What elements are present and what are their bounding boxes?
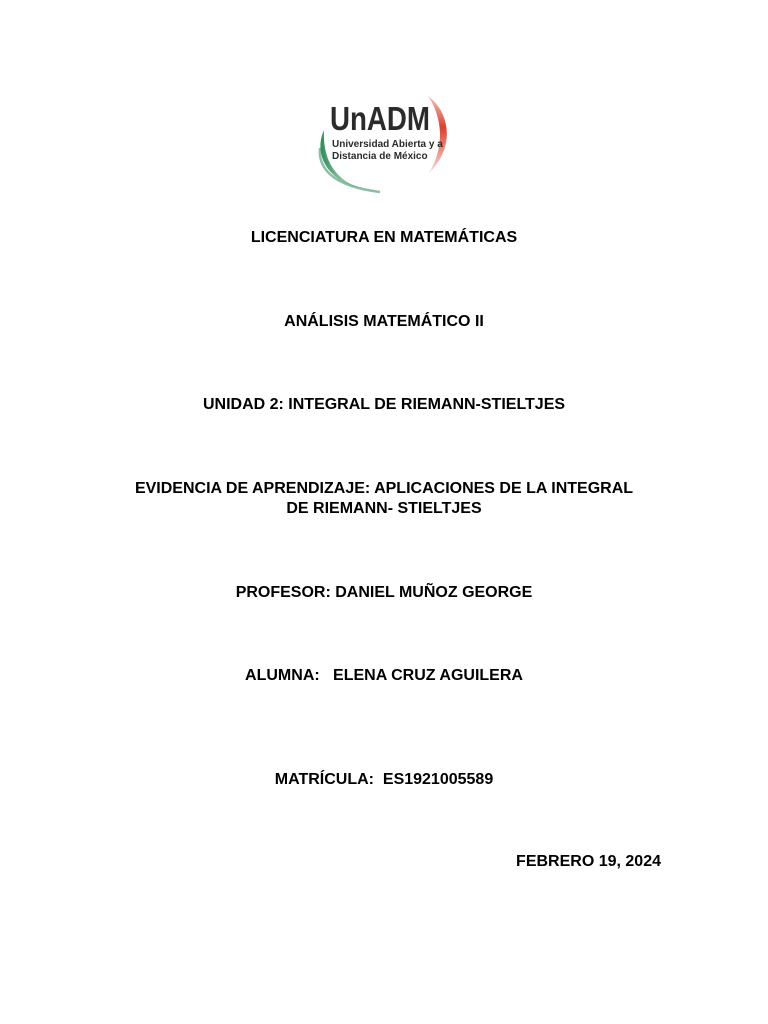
course-title: ANÁLISIS MATEMÁTICO II	[284, 313, 484, 330]
degree-title: LICENCIATURA EN MATEMÁTICAS	[250, 229, 518, 246]
unadm-logo-graphic	[310, 90, 456, 196]
professor-name: PROFESOR: DANIEL MUÑOZ GEORGE	[235, 584, 533, 601]
unadm-logo	[310, 90, 456, 196]
logo-red-arc	[428, 96, 447, 174]
enrollment-number: MATRÍCULA: ES1921005589	[274, 771, 494, 788]
evidence-title-line1: EVIDENCIA DE APRENDIZAJE: APLICACIONES DE LA INTEGRAL	[134, 480, 634, 497]
logo-subtitle-line2: Distancia de México	[332, 151, 428, 162]
logo-subtitle-line1: Universidad Abierta y a	[332, 139, 443, 150]
student-name: ALUMNA: ELENA CRUZ AGUILERA	[245, 667, 523, 684]
logo-wordmark: UnADM	[330, 100, 430, 137]
unit-title: UNIDAD 2: INTEGRAL DE RIEMANN-STIELTJES	[202, 396, 566, 413]
evidence-title-line2: DE RIEMANN- STIELTJES	[286, 500, 482, 517]
document-date: FEBRERO 19, 2024	[516, 853, 661, 870]
